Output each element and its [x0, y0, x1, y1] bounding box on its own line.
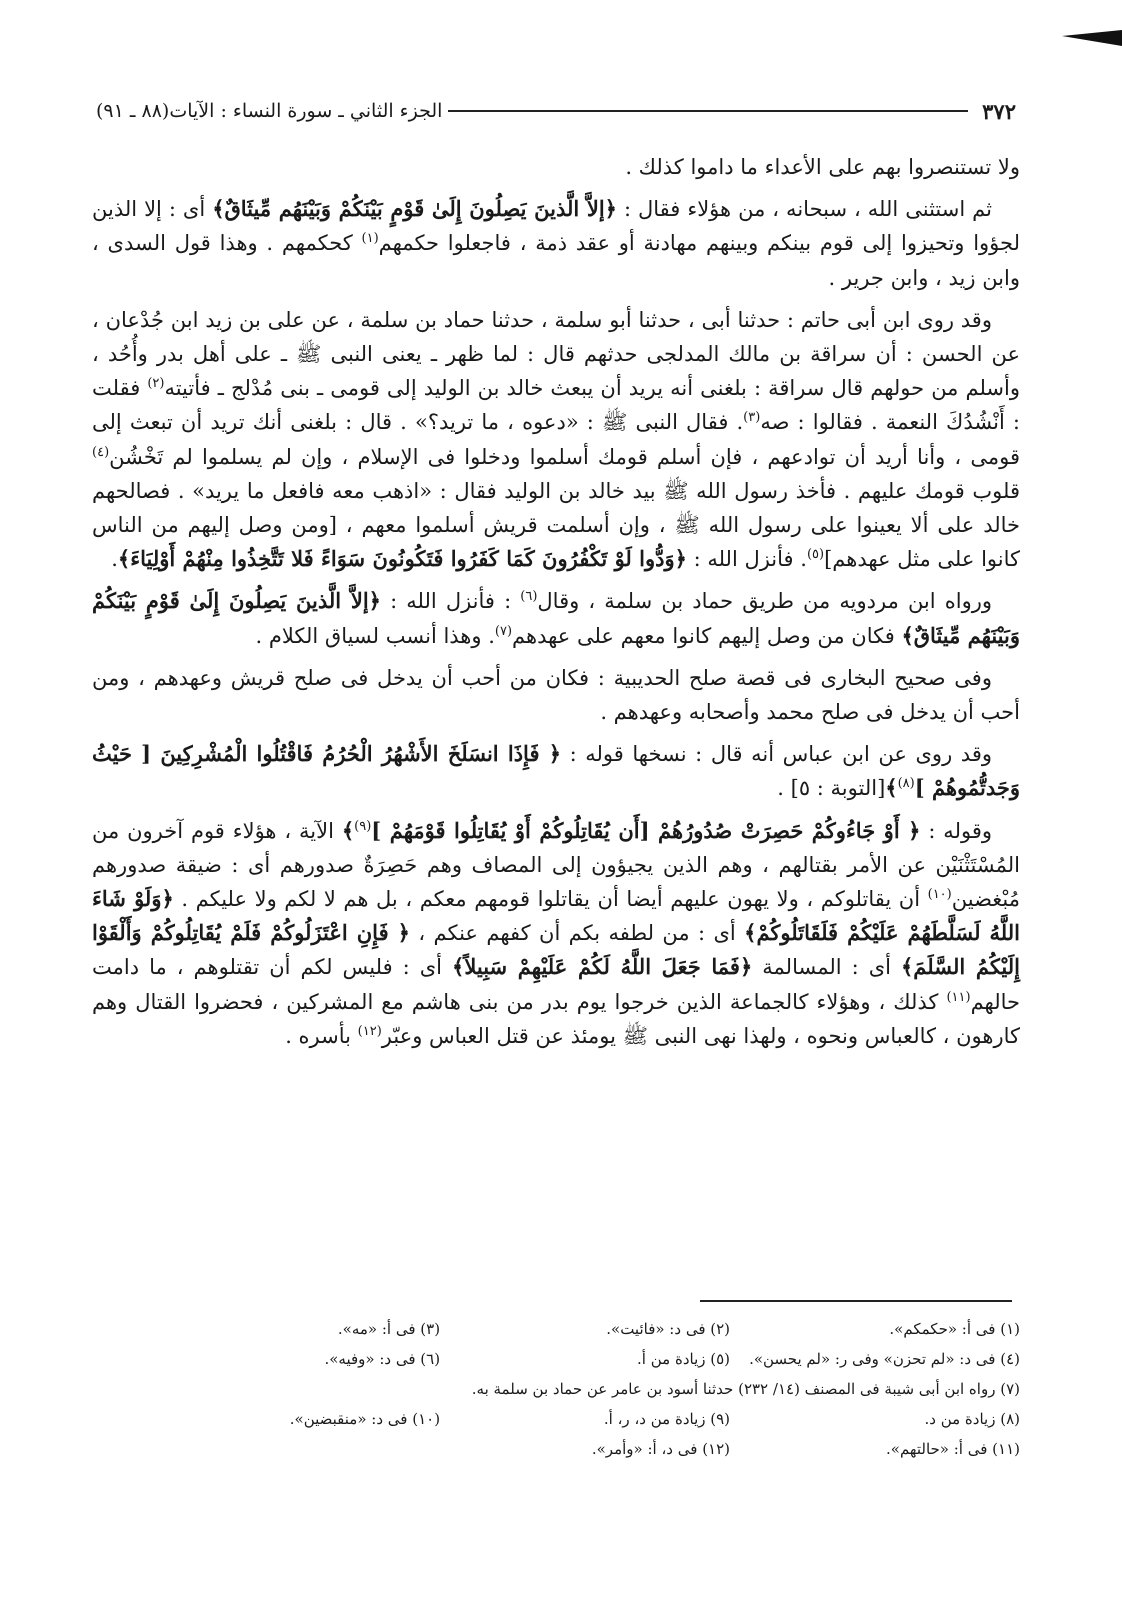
- paragraph-6: وقد روى عن ابن عباس أنه قال : نسخها قوله : ﴿ فَإِذَا انسَلَخَ الأَشْهُرُ الْحُرُمُ فَاقْتُلُوا الْمُشْرِكِينَ [ حَيْثُ وَجَدتُّمُوهُمْ ]$^{(٨)}$﴾[التوبة : ٥] .: [92, 741, 1020, 801]
- footnote-4: (٤) فى د: «لم تحزن» وفى ر: «لم يحسن».: [749, 1350, 1020, 1368]
- footnote-row: [150, 1404, 1020, 1434]
- page-number: ٣٧٢: [982, 98, 1016, 124]
- footnote-row: [150, 1314, 1020, 1344]
- quran-verse: ﴿وَلَوْ شَاءَ اللَّهُ لَسَلَّطَهُمْ عَلَيْكُمْ فَلَقَاتَلُوكُمْ﴾: [92, 886, 1020, 946]
- footnote-6: (٦) فى د: «وفيه».: [324, 1350, 441, 1368]
- paragraph-2: ثم استثنى الله ، سبحانه ، من هؤلاء فقال : ﴿إلاَّ الَّذينَ يَصِلُونَ إِلَىٰ قَوْمٍ بَيْنَكُمْ وَبَيْنَهُم مِّيثَاقٌ﴾ أى : إلا الذين لجؤوا وتحيزوا إلى قوم بينكم وبينهم مهادنة أو عقد ذمة ، فاجعلوا حكمهم$^{(١)}$ كحكمهم . وهذا قول السدى ، وابن زيد ، وابن جرير .: [92, 196, 1020, 290]
- quran-verse: ﴿وَدُّوا لَوْ تَكْفُرُونَ كَمَا كَفَرُوا فَتَكُونُونَ سَوَاءً فَلا تَتَّخِذُوا مِنْهُمْ أَوْلِيَاءَ﴾: [117, 546, 687, 572]
- footnote-separator: [700, 1300, 1012, 1302]
- paragraph-4: ورواه ابن مردويه من طريق حماد بن سلمة ، وقال$^{(٦)}$ : فأنزل الله : ﴿إلاَّ الَّذينَ يَصِلُونَ إِلَىٰ قَوْمٍ بَيْنَكُمْ وَبَيْنَهُم مِّيثَاقٌ﴾ فكان من وصل إليهم كانوا معهم على عهدهم$^{(٧)}$. وهذا أنسب لسياق الكلام .: [92, 588, 1020, 648]
- footnote-row: [150, 1374, 1020, 1404]
- page-corner-mark: [1062, 30, 1122, 46]
- footnote-row: [150, 1434, 1020, 1464]
- quran-verse: ﴿ أَوْ جَاءُوكُمْ حَصِرَتْ صُدُورُهُمْ [أَن يُقَاتِلُوكُمْ أَوْ يُقَاتِلُوا قَوْمَهُمْ ]: [371, 817, 921, 843]
- footnote-2: (٢) فى د: «فائيت».: [606, 1320, 731, 1338]
- paragraph-7: وقوله : ﴿ أَوْ جَاءُوكُمْ حَصِرَتْ صُدُورُهُمْ [أَن يُقَاتِلُوكُمْ أَوْ يُقَاتِلُوا قَوْمَهُمْ ]$^{(٩)}$﴾ الآية ، هؤلاء قوم آخرون من المُسْتَثْنَيْن عن الأمر بقتالهم ، وهم الذين يجيؤون إلى المصاف وهم حَصِرَةٌ صدورهم أى : ضيقة صدورهم مُبْغضين$^{(١٠)}$ أن يقاتلوكم ، ولا يهون عليهم أيضا أن يقاتلوا قومهم معكم ، بل هم لا لكم ولا عليكم . ﴿وَلَوْ شَاءَ اللَّهُ لَسَلَّطَهُمْ عَلَيْكُمْ فَلَقَاتَلُوكُمْ﴾ أى : من لطفه بكم أن كفهم عنكم ، ﴿ فَإِنِ اعْتَزَلُوكُمْ فَلَمْ يُقَاتِلُوكُمْ وَأَلْقَوْا إِلَيْكُمُ السَّلَمَ﴾ أى : المسالمة ﴿فَمَا جَعَلَ اللَّهُ لَكُمْ عَلَيْهِمْ سَبِيلاً﴾ أى : فليس لكم أن تقتلوهم ، ما دامت حالهم$^{(١١)}$ كذلك ، وهؤلاء كالجماعة الذين خرجوا يوم بدر من بنى هاشم مع المشركين ، فحضروا القتال وهم كارهون ، كالعباس ونحوه ، ولهذا نهى النبى ﷺ يومئذ عن قتل العباس وعبّر$^{(١٢)}$ بأسره .: [92, 817, 1021, 1048]
- quran-verse: ﴿إلاَّ الَّذينَ يَصِلُونَ إِلَىٰ قَوْمٍ بَيْنَكُمْ وَبَيْنَهُم مِّيثَاقٌ﴾: [212, 196, 617, 222]
- footnote-1: (١) فى أ: «حكمكم».: [889, 1320, 1020, 1338]
- quran-verse: ﴿ فَإِذَا انسَلَخَ الأَشْهُرُ الْحُرُمُ فَاقْتُلُوا الْمُشْرِكِينَ [ حَيْثُ وَجَدتُّمُوهُمْ ]: [92, 741, 1020, 801]
- footnotes: [150, 1314, 1020, 1464]
- footnote-ref: (٥): [806, 547, 825, 563]
- paragraph-1: ولا تستنصروا بهم على الأعداء ما داموا كذلك .: [625, 155, 1020, 179]
- footnote-row: [150, 1344, 1020, 1374]
- paragraph-5: وفى صحيح البخارى فى قصة صلح الحديبية : فكان من أحب أن يدخل فى صلح قريش وعهدهم ، ومن أحب أن يدخل فى صلح محمد وأصحابه وعهدهم .: [92, 665, 1020, 725]
- footnote-10: (١٠) فى د: «منقبضين».: [289, 1410, 441, 1428]
- quran-verse: ﴿ فَإِنِ اعْتَزَلُوكُمْ فَلَمْ يُقَاتِلُوكُمْ وَأَلْقَوْا إِلَيْكُمُ السَّلَمَ﴾: [92, 920, 1021, 980]
- footnote-3: (٣) فى أ: «مه».: [337, 1320, 441, 1338]
- quran-verse: ﴿إلاَّ الَّذينَ يَصِلُونَ إِلَىٰ قَوْمٍ بَيْنَكُمْ وَبَيْنَهُم مِّيثَاقٌ﴾: [92, 588, 1020, 648]
- footnote-ref: (١١): [946, 989, 971, 1005]
- footnote-ref: (١): [361, 231, 379, 247]
- main-text: [92, 150, 1020, 1061]
- footnote-12: (١٢) فى د، أ: «وأمر».: [591, 1440, 731, 1458]
- footnote-ref: (٧): [494, 623, 513, 639]
- footnote-ref: (٢): [147, 376, 165, 392]
- header-rule: [448, 110, 968, 112]
- quran-verse: ﴿فَمَا جَعَلَ اللَّهُ لَكُمْ عَلَيْهِمْ سَبِيلاً﴾: [452, 954, 753, 980]
- paragraph-3: وقد روى ابن أبى حاتم : حدثنا أبى ، حدثنا أبو سلمة ، حدثنا حماد بن سلمة ، عن على بن زيد ابن جُدْعان ، عن الحسن : أن سراقة بن مالك المدلجى حدثهم قال : لما ظهر ـ يعنى النبى ﷺ ـ على أهل بدر وأُحُد ، وأسلم من حولهم قال سراقة : بلغنى أنه يريد أن يبعث خالد بن الوليد إلى قومى ـ بنى مُدْلج ـ فأتيته$^{(٢)}$ فقلت : أَنْشُدُكَ النعمة . فقالوا : صه$^{(٣)}$. فقال النبى ﷺ : «دعوه ، ما تريد؟» . قال : بلغنى أنك تريد أن تبعث إلى قومى ، وأنا أريد أن توادعهم ، فإن أسلم قومك أسلموا ودخلوا فى الإسلام ، وإن لم يسلموا لم تَخْشُن$^{(٤)}$ قلوب قومك عليهم . فأخذ رسول الله ﷺ بيد خالد بن الوليد فقال : «اذهب معه فافعل ما يريد» . فصالحهم خالد على ألا يعينوا على رسول الله ﷺ ، وإن أسلمت قريش أسلموا معهم ، [ومن وصل إليهم من الناس كانوا على مثل عهدهم]$^{(٥)}$. فأنزل الله : ﴿وَدُّوا لَوْ تَكْفُرُونَ كَمَا كَفَرُوا فَتَكُونُونَ سَوَاءً فَلا تَتَّخِذُوا مِنْهُمْ أَوْلِيَاءَ﴾.: [92, 307, 1020, 572]
- footnote-11: (١١) فى أ: «حالتهم».: [886, 1440, 1020, 1458]
- footnote-9: (٩) زيادة من د، ر، أ.: [603, 1410, 731, 1428]
- header-title: الجزء الثاني ـ سورة النساء : الآيات(٨٨ ـ ٩١): [96, 100, 443, 122]
- footnote-ref: (٣): [743, 410, 761, 426]
- footnote-ref: (١٠): [927, 887, 952, 903]
- footnote-8: (٨) زيادة من د.: [924, 1410, 1020, 1428]
- footnote-ref: (٨): [897, 776, 915, 792]
- footnote-ref: (٦): [520, 589, 538, 605]
- footnote-7: (٧) رواه ابن أبى شيبة فى المصنف (١٤/ ٢٣٢) حدثنا أسود بن عامر عن حماد بن سلمة به.: [471, 1380, 1020, 1398]
- footnote-ref: (٤): [92, 444, 110, 460]
- running-header: [96, 96, 1016, 126]
- footnote-5: (٥) زيادة من أ.: [637, 1350, 731, 1368]
- footnote-ref: (٩): [354, 818, 372, 834]
- footnote-ref: (١٢): [357, 1023, 382, 1039]
